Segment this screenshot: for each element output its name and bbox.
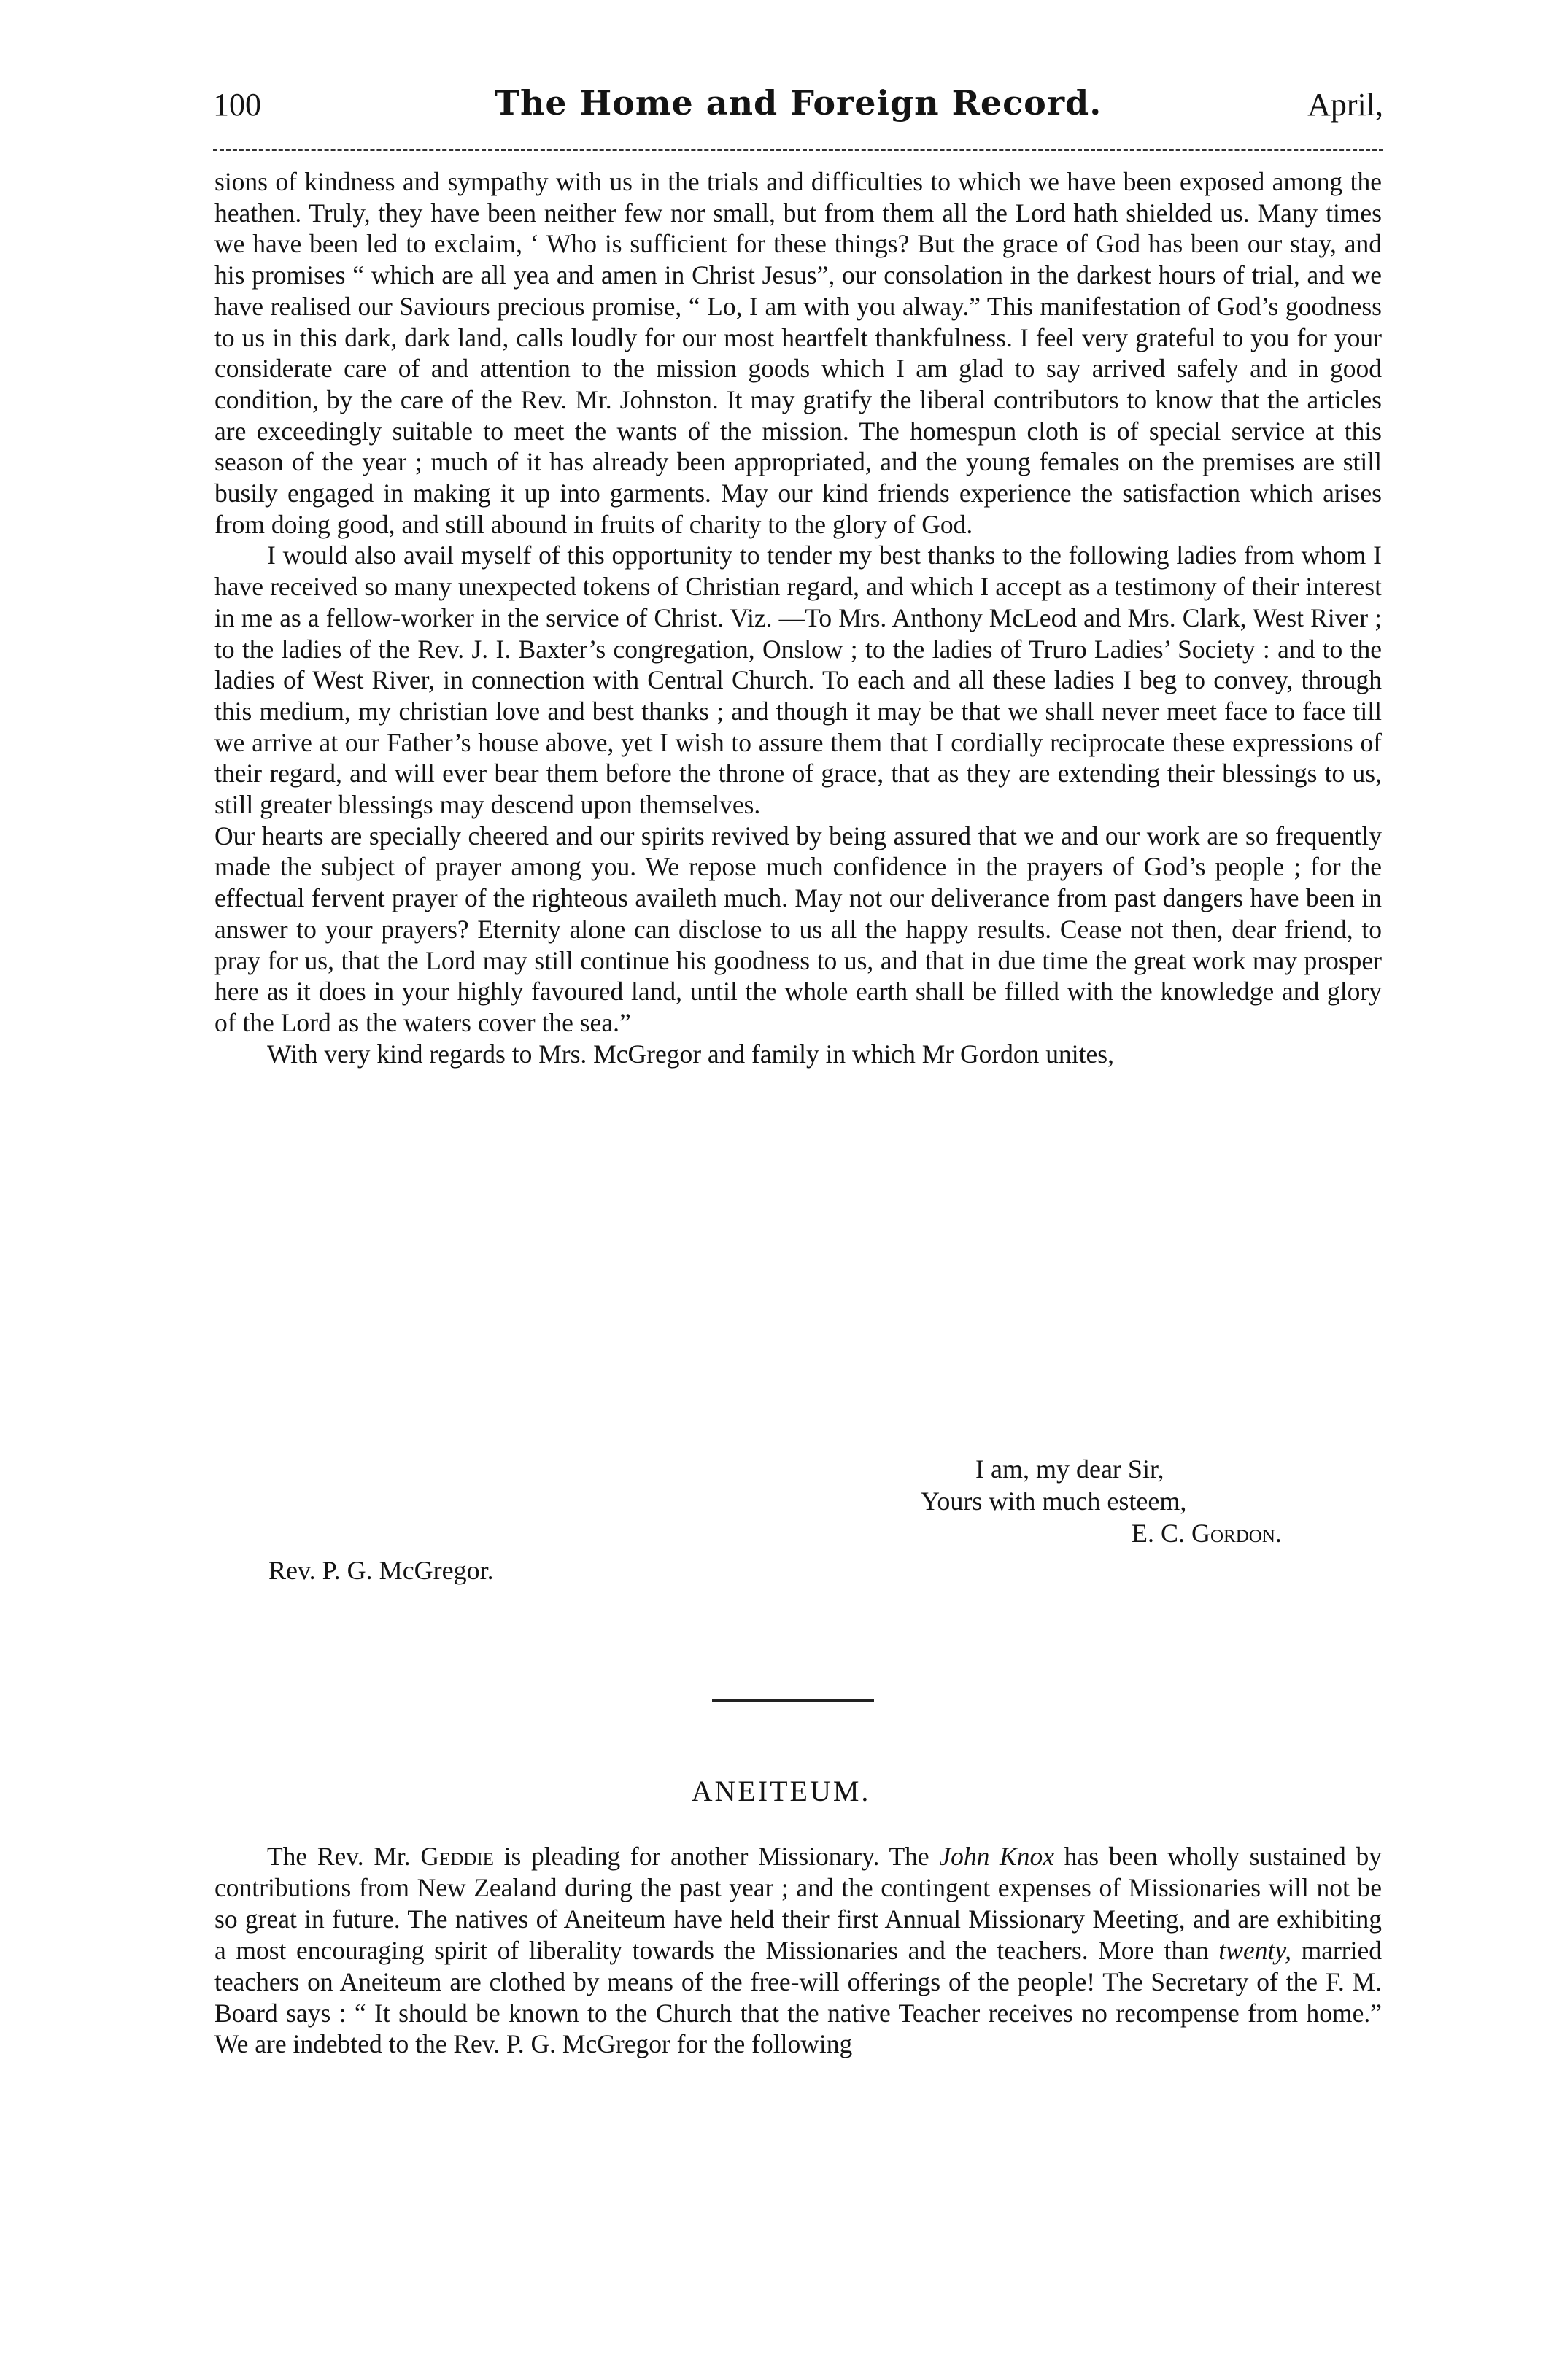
- page-number: 100: [213, 87, 261, 123]
- section-body: [214, 1841, 1382, 2060]
- header-rule: [213, 149, 1383, 151]
- text-part-2: is pleading for another Missionary. The: [493, 1842, 940, 1871]
- text-part-4: married teachers on Aneiteum are clothed by means of the free-will offerings of the people! The Secretary of the F. M. Board says : “ It should be known to the Church that the native Teacher receives no recompense from home.” We are indebted to the Rev. P. G. McGregor for the following: [214, 1935, 1382, 2059]
- closing-line-1: I am, my dear Sir,: [975, 1454, 1164, 1484]
- signature: E. C. Gordon.: [1132, 1519, 1282, 1548]
- section-separator: [712, 1699, 874, 1702]
- letter-paragraph-1: sions of kindness and sympathy with us in the trials and difficulties to which we have been exposed among the heathen. Truly, they have been neither few nor small, but from them all the Lord hath shielded us. Many times we have been led to exclaim, ‘ Who is sufficient for these things? But the grace of God has been our stay, and his promises “ which are all yea and amen in Christ Jesus”, our consolation in the darkest hours of trial, and we have realised our Saviours precious promise, “ Lo, I am with you alway.” This manifestation of God’s goodness to us in this dark, dark land, calls loudly for our most heartfelt thankfulness. I feel very grateful to you for your considerate care of and attention to the mission goods which I am glad to say arrived safely and in good condition, by the care of the Rev. Mr. Johnston. It may gratify the liberal contributors to know that the articles are exceedingly suitable to meet the wants of the mission. The homespun cloth is of special service at this season of the year ; much of it has already been appropriated, and the young females on the premises are still busily engaged in making it up into garments. May our kind friends experience the satisfaction which arises from doing good, and still abound in fruits of charity to the glory of God.: [214, 167, 1382, 539]
- closing-line-2: Yours with much esteem,: [921, 1486, 1187, 1516]
- letter-paragraph-3: Our hearts are specially cheered and our spirits revived by being assured that we and our work are so frequently made the subject of prayer among you. We repose much confidence in the prayers of God’s people ; for the effectual fervent prayer of the righteous availeth much. May not our deliverance from past dangers have been in answer to your prayers? Eternity alone can disclose to us all the happy results. Cease not then, dear friend, to pray for us, that the Lord may still continue his goodness to us, and that in due time the great work may prosper here as it does in your highly favoured land, until the whole earth shall be filled with the knowledge and glory of the Lord as the waters cover the sea.”: [214, 821, 1382, 1037]
- running-header: [213, 83, 1383, 137]
- journal-title: The Home and Foreign Record.: [494, 83, 1102, 123]
- issue-month: April,: [1307, 87, 1383, 123]
- addressee: Rev. P. G. McGregor.: [268, 1556, 494, 1585]
- text-part-3: has been wholly sustained by contributions from New Zealand during the past year ; and the contingent expenses of Missionaries will not be so great in future. The natives of Aneiteum have held their first Annual Missionary Meeting, and are exhibiting a most encouraging spirit of liberality towards the Missionaries and the teachers. More than: [214, 1842, 1382, 1965]
- letter-paragraph-4: With very kind regards to Mrs. McGregor and family in which Mr Gordon unites,: [267, 1039, 1114, 1069]
- letter-paragraph-2: I would also avail myself of this opportunity to tender my best thanks to the following ladies from whom I have received so many unexpected tokens of Christian regard, and which I accept as a testimony of their interest in me as a fellow-worker in the service of Christ. Viz. —To Mrs. Anthony McLeod and Mrs. Clark, West River ; to the ladies of the Rev. J. I. Baxter’s congregation, Onslow ; to the ladies of Truro Ladies’ Society : and to the ladies of West River, in connection with Central Church. To each and all these ladies I beg to convey, through this medium, my christian love and best thanks ; and though it may be that we shall never meet face to face till we arrive at our Father’s house above, yet I wish to assure them that I cordially reciprocate these expressions of their regard, and will ever bear them before the throne of grace, that as they are extending their blessings to us, still greater blessings may descend upon themselves.: [214, 540, 1382, 820]
- section-title: ANEITEUM.: [691, 1775, 871, 1807]
- ship-name: John Knox: [939, 1842, 1054, 1871]
- emphasis-twenty: twenty,: [1218, 1935, 1291, 1965]
- text-part-1: The Rev. Mr.: [267, 1842, 421, 1871]
- name-geddie: Geddie: [420, 1842, 494, 1871]
- letter-body: [214, 166, 1382, 1069]
- section-paragraph: [214, 1841, 1382, 2060]
